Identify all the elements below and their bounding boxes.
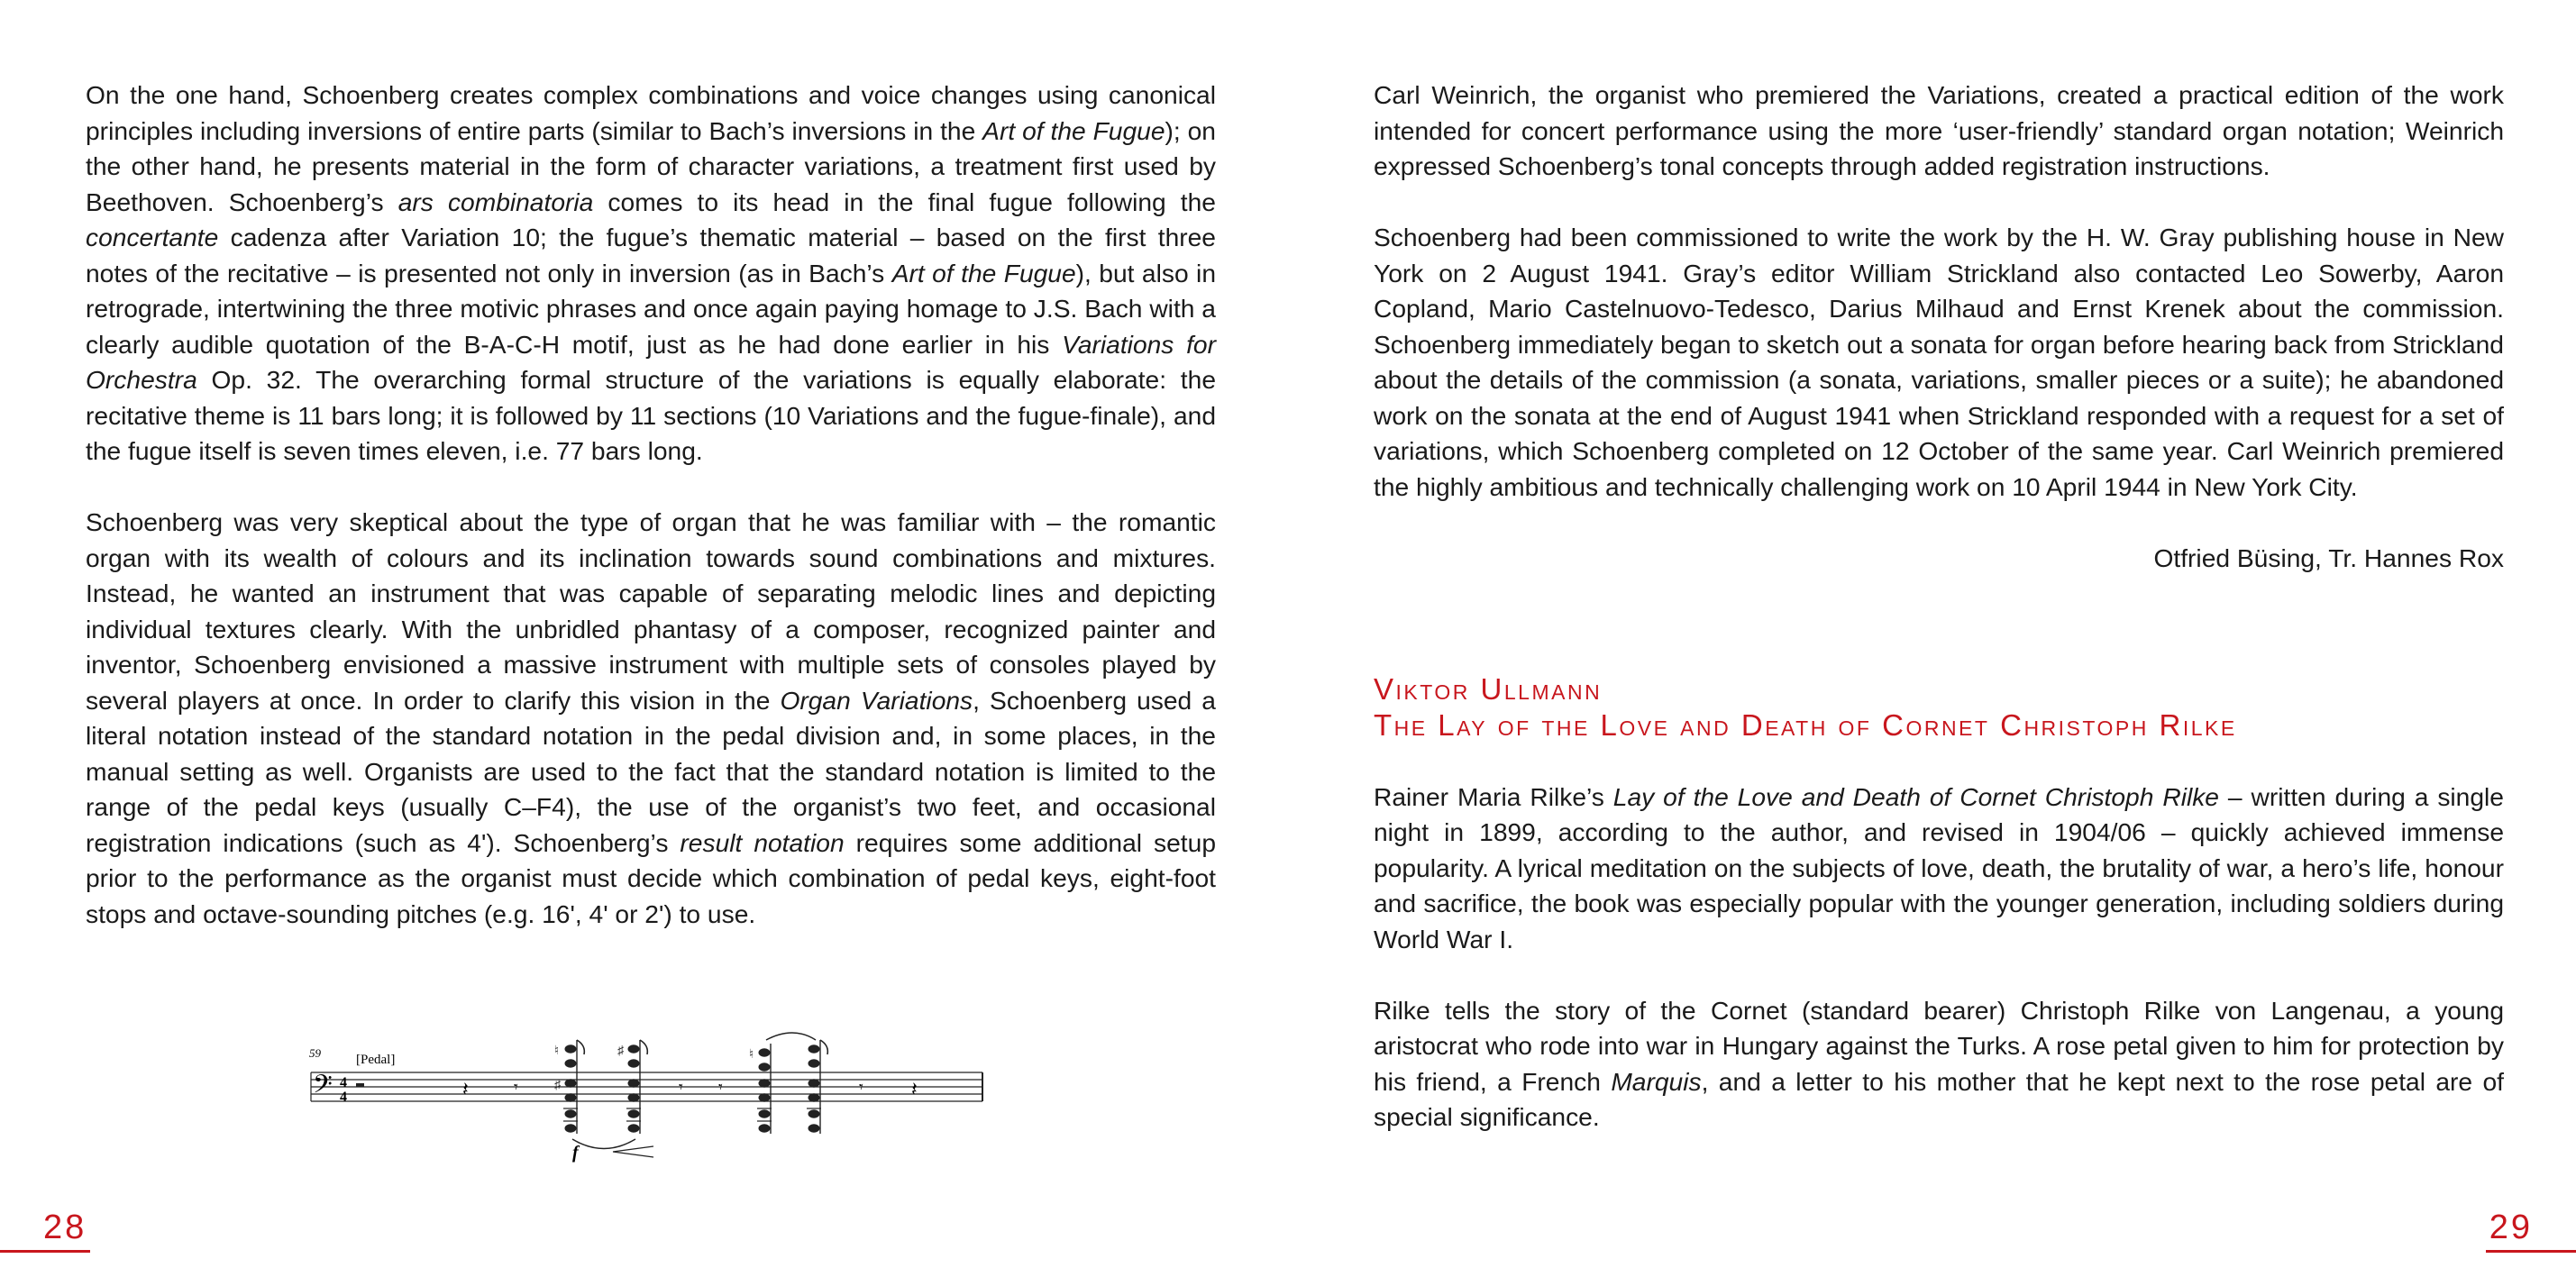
bass-clef-icon: 𝄢 — [313, 1070, 333, 1106]
text-run: Schoenberg was very skeptical about the type of organ that he was familiar with – the romantic organ with its wealth of colours and its inclination towards sound combinations and mixtures. Instead, he wanted an instrument that was capable of separating melodic lines and depicting individual textures clearly. With the unbridled phantasy of a composer, recognized painter and inventor, Schoenberg envisioned a massive instrument with multiple sets of consoles played by several players at once. In order to clarify this vision in the — [86, 507, 1216, 715]
folio-rule — [0, 1250, 90, 1253]
sharp-sign-icon: ♯ — [617, 1043, 624, 1057]
text-run: cadenza after Variation 10; the fugue’s thematic material – based on the first three notes of the recitative – is presented not only in inversion (as in Bach’s — [86, 223, 1216, 287]
text-run: ); on the other hand, he presents material in the form of character variations, a treatment first used by Beethoven. Schoenberg’s — [86, 115, 1216, 216]
italic-text-run: concertante — [86, 223, 219, 251]
paragraph — [86, 505, 1216, 932]
page-number: 29 — [2489, 1209, 2533, 1246]
folio-rule — [2486, 1250, 2576, 1253]
eighth-rest-icon: 𝄾 — [679, 1078, 683, 1097]
quarter-rest-icon: 𝄽 — [911, 1079, 918, 1101]
paragraph — [86, 78, 1216, 470]
text-run: – written during a single night in 1899, according to the author, and revised in 1904/06 – quickly achieved immense popularity. A lyrical meditation on the subjects of love, death, the brutality of war, a hero’s life, honour and sacrifice, the book was especially popular with the younger generation, including soldiers during World War I. — [1374, 781, 2504, 953]
italic-text-run: Organ Variations — [780, 685, 973, 715]
tie-curve — [766, 1033, 816, 1040]
paragraph — [1374, 78, 2504, 185]
text-run: , and a letter to his mother that he kept next to the rose petal are of special significance. — [1374, 1066, 2504, 1131]
crescendo-hairpin — [613, 1146, 653, 1157]
section-heading — [1374, 671, 2504, 743]
natural-sign-icon: ♮ — [554, 1043, 560, 1057]
text-run: Carl Weinrich, the organist who premiered the Variations, created a practical edition of the work intended for concert performance using the more ‘user-friendly’ standard organ notation; Weinrich expressed Schoenberg’s tonal concepts through added registration instructions. — [1374, 80, 2504, 180]
author-signature: Otfried Büsing, Tr. Hannes Rox — [2153, 543, 2504, 572]
italic-text-run: ars combinatoria — [397, 187, 594, 216]
right-text-column — [1374, 78, 2504, 1171]
eighth-rest-icon: 𝄾 — [718, 1078, 723, 1097]
paragraph — [1374, 993, 2504, 1136]
text-run: , Schoenberg used a literal notation instead of the standard notation in the pedal division and, in some places, in the manual setting as well. Organists are used to the fact that the standard notation is limited to the range of the pedal keys (usually C–F4), the use of the organist’s two feet, and occasional registration indications (such as 4'). Schoenberg’s — [86, 685, 1216, 857]
paragraph — [1374, 780, 2504, 958]
text-run: Op. 32. The overarching formal structure of the variations is equally elaborate: the recitative theme is 11 bars long; it is followed by 11 sections (10 Variations and the fugue-finale), and the fugue itself is seven times eleven, i.e. 77 bars long. — [86, 365, 1216, 465]
natural-sign-icon: ♮ — [749, 1046, 754, 1061]
paragraph — [1374, 220, 2504, 505]
left-text-column — [86, 78, 1216, 968]
text-run: comes to its head in the final fugue following the — [593, 187, 1216, 216]
quarter-rest-icon: 𝄽 — [462, 1079, 469, 1101]
text-run: Rainer Maria Rilke’s — [1374, 781, 1613, 811]
italic-text-run: Lay of the Love and Death of Cornet Christoph Rilke — [1612, 781, 2219, 811]
right-page — [1288, 0, 2576, 1277]
score-pedal-label: [Pedal] — [356, 1053, 396, 1067]
text-run: ), but also in retrograde, intertwining the three motivic phrases and once again paying homage to J.S. Bach with a clearly audible quotation of the B-A-C-H motif, just as he had done earlier in his — [86, 258, 1217, 359]
tie-curve — [572, 1139, 635, 1149]
time-signature-icon: 4 — [340, 1090, 347, 1105]
score-bar-number: 59 — [309, 1046, 321, 1060]
text-run: On the one hand, Schoenberg creates complex combinations and voice changes using canonical principles including inversions of entire parts (similar to Bach’s inversions in the — [86, 80, 1216, 145]
page-number: 28 — [43, 1209, 87, 1246]
chord-3 — [749, 1044, 772, 1134]
italic-text-run: Art of the Fugue — [982, 115, 1165, 145]
text-run: Schoenberg had been commissioned to write the work by the H. W. Gray publishing house in New York on 2 August 1941. Gray’s editor William Strickland also contacted Leo Sowerby, Aaron Copland, Mario Castelnuovo-Tedesco, Darius Milhaud and Ernst Krenek about the commission. Schoenberg immediately began to sketch out a sonata for organ before hearing back from Strickland about the details of the commission (a sonata, variations, smaller pieces or a suite); he abandoned work on the sonata at the end of August 1941 when Strickland responded with a request for a set of variations, which Schoenberg completed on 12 October of the same year. Carl Weinrich premiered the highly ambitious and technically challenging work on 10 April 1944 in New York City. — [1374, 223, 2504, 501]
italic-text-run: result notation — [680, 827, 845, 857]
italic-text-run: Art of the Fugue — [891, 258, 1076, 287]
text-run: requires some additional setup prior to the performance as the organist must decide which combination of pedal keys, eight-foot stops and octave-sounding pitches (e.g. 16', 4' or 2') to use. — [86, 827, 1216, 928]
section-composer: Viktor Ullmann — [1374, 672, 1603, 706]
section-title: The Lay of the Love and Death of Cornet Christoph Rilke — [1374, 708, 2237, 742]
time-signature-icon: 4 — [340, 1075, 347, 1090]
text-run: Rilke tells the story of the Cornet (standard bearer) Christoph Rilke von Langenau, a young aristocrat who rode into war in Hungary against the Turks. A rose petal given to him for protection by his friend, a French — [1374, 995, 2504, 1096]
half-rest-icon — [356, 1083, 364, 1087]
eighth-rest-icon: 𝄾 — [859, 1078, 863, 1097]
staff-lines — [311, 1072, 982, 1101]
eighth-rest-icon: 𝄾 — [514, 1078, 518, 1097]
music-score-example — [302, 1027, 987, 1163]
italic-text-run: Variations for Orchestra — [86, 329, 1216, 394]
sharp-sign-icon: ♯ — [554, 1077, 561, 1091]
italic-text-run: Marquis — [1611, 1066, 1702, 1096]
score-dynamic: f — [572, 1143, 579, 1163]
